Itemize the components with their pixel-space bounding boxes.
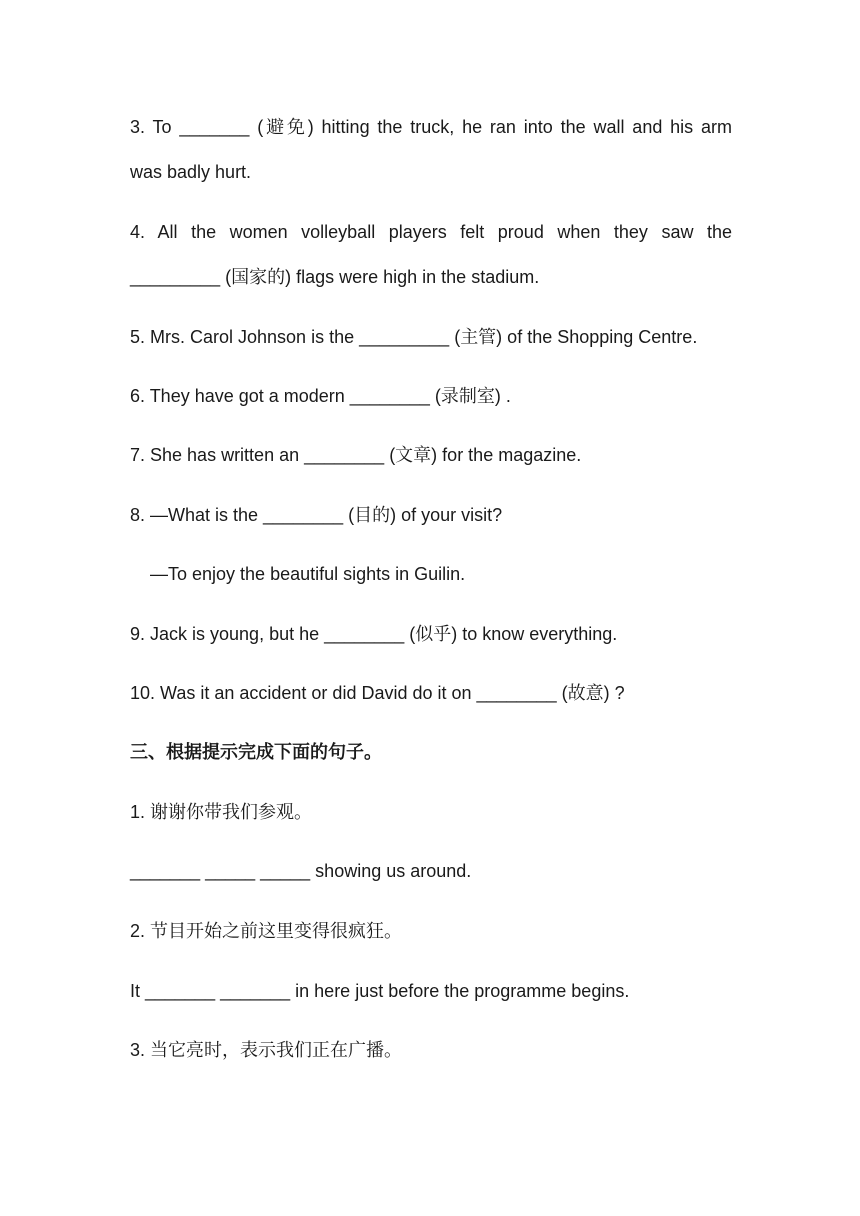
section-3-item-2-prompt: 2. 节目开始之前这里变得很疯狂。 [130,921,403,941]
question-5: 5. Mrs. Carol Johnson is the _________ (主管) of the Shopping Centre. [130,327,698,347]
question-3-line-2: was badly hurt. [130,162,252,182]
question-9: 9. Jack is young, but he ________ (似乎) to know everything. [130,624,618,644]
question-8-answer: —To enjoy the beautiful sights in Guilin. [150,564,466,584]
question-7: 7. She has written an ________ (文章) for the magazine. [130,445,582,465]
section-3-item-1-prompt: 1. 谢谢你带我们参观。 [130,802,313,822]
question-4-line-2: _________ (国家的) flags were high in the stadium. [130,267,540,287]
section-3-item-3-prompt: 3. 当它亮时，表示我们正在广播。 [130,1040,403,1060]
section-3-item-2-sentence: It _______ _______ in here just before the programme begins. [130,981,630,1001]
question-8: 8. —What is the ________ (目的) of your visit? [130,505,503,525]
question-4-line-1: 4. All the women volleyball players felt proud when they saw the [130,222,732,242]
question-10: 10. Was it an accident or did David do it on ________ (故意) ? [130,683,625,703]
section-3-heading: 三、根据提示完成下面的句子。 [130,742,382,762]
question-6: 6. They have got a modern ________ (录制室) . [130,386,511,406]
section-3-item-1-sentence: _______ _____ _____ showing us around. [130,861,472,881]
question-3-line-1: 3. To _______ (避免) hitting the truck, he ran into the wall and his arm [130,117,732,137]
